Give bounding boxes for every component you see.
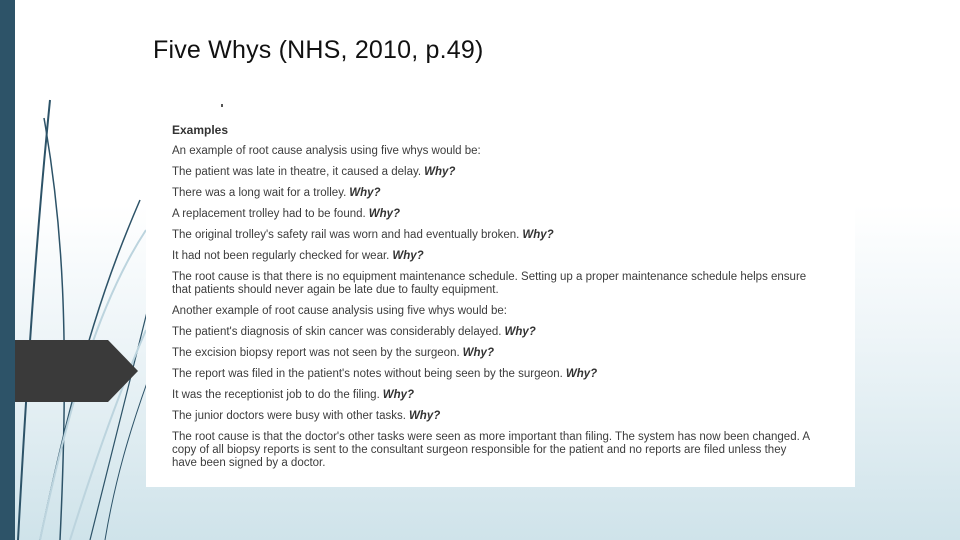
left-accent-bar (0, 0, 15, 540)
why-line: There was a long wait for a trolley. Why? (172, 187, 381, 199)
why-line: It had not been regularly checked for wear. Why? (172, 250, 424, 262)
why-label: Why? (392, 250, 424, 262)
stray-mark (221, 104, 223, 107)
why-label: Why? (382, 389, 415, 401)
document-excerpt (146, 112, 855, 487)
deco-curve (18, 100, 50, 540)
intro-line: Another example of root cause analysis using five whys would be: (172, 305, 507, 317)
why-label: Why? (462, 347, 494, 359)
deco-curve (90, 300, 150, 540)
root-cause-paragraph: The root cause is that the doctor's other tasks were seen as more important than filing. The system has now been changed. A copy of all biopsy reports is sent to the consultant surgeon responsible for the patient and no reports are filed unless they have been signed by a doctor. (172, 431, 810, 469)
why-line: It was the receptionist job to do the filing. Why? (172, 389, 415, 401)
why-line: The original trolley's safety rail was worn and had eventually broken. Why? (172, 229, 554, 241)
why-line: A replacement trolley had to be found. Why? (172, 208, 401, 220)
why-label: Why? (522, 229, 554, 241)
left-tab-shape (0, 340, 138, 402)
why-label: Why? (424, 166, 456, 178)
why-line: The junior doctors were busy with other tasks. Why? (172, 410, 441, 422)
intro-line: An example of root cause analysis using five whys would be: (172, 145, 481, 157)
why-label: Why? (565, 368, 598, 380)
why-line: The patient was late in theatre, it caused a delay. Why? (172, 166, 456, 178)
examples-heading: Examples (172, 123, 229, 137)
why-label: Why? (349, 187, 381, 199)
slide-title: Five Whys (NHS, 2010, p.49) (153, 36, 484, 64)
why-line: The report was filed in the patient's notes without being seen by the surgeon. Why? (172, 368, 598, 380)
root-cause-paragraph: The root cause is that there is no equipment maintenance schedule. Setting up a proper maintenance schedule helps ensure that patients should never again be late due to faulty equipment. (172, 271, 807, 296)
why-line: The patient's diagnosis of skin cancer was considerably delayed. Why? (172, 326, 536, 338)
why-label: Why? (368, 208, 401, 220)
why-label: Why? (504, 326, 536, 338)
deco-curve (105, 380, 148, 540)
why-label: Why? (408, 410, 441, 422)
why-line: The excision biopsy report was not seen by the surgeon. Why? (172, 347, 494, 359)
